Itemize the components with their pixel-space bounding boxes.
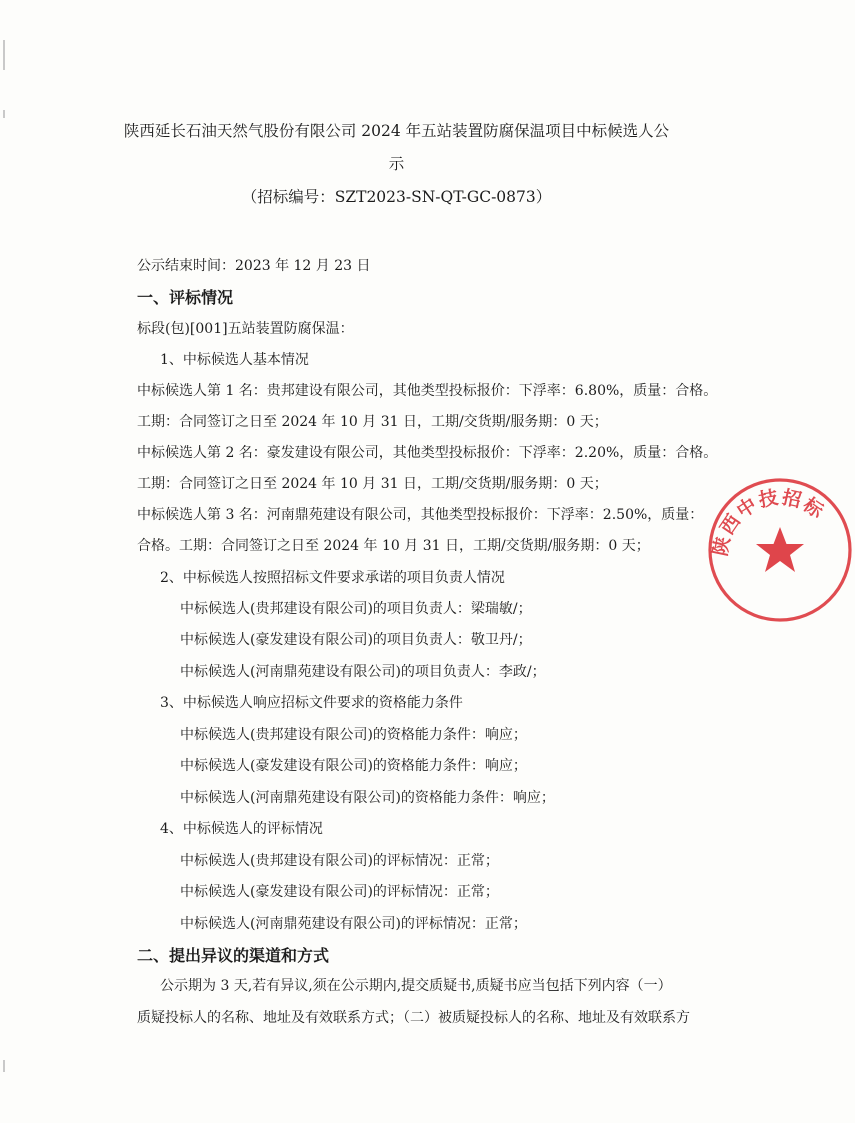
candidate-1-line1: 中标候选人第 1 名：贵邦建设有限公司，其他类型投标报价：下浮率：6.80%，质量：合格。 — [137, 383, 718, 399]
subheading-candidate-info: 1、中标候选人基本情况 — [160, 352, 309, 368]
subheading-qualification: 3、中标候选人响应招标文件要求的资格能力条件 — [160, 695, 463, 711]
scan-edge-mark — [3, 1060, 5, 1072]
section-heading-objection: 二、提出异议的渠道和方式 — [137, 946, 330, 965]
announcement-end-time: 公示结束时间：2023 年 12 月 23 日 — [137, 258, 371, 274]
scan-edge-mark — [3, 40, 5, 70]
section-label: 标段(包)[001]五站装置防腐保温： — [137, 321, 354, 337]
candidate-2-line1: 中标候选人第 2 名：豪发建设有限公司，其他类型投标报价：下浮率：2.20%，质量：合格。 — [137, 445, 718, 461]
official-seal-stamp — [705, 475, 855, 625]
qualification-1: 中标候选人(贵邦建设有限公司)的资格能力条件：响应； — [180, 727, 527, 743]
project-manager-2: 中标候选人(豪发建设有限公司)的项目负责人：敬卫丹/； — [180, 632, 532, 648]
scan-edge-mark — [3, 110, 5, 118]
candidate-2-line2: 工期：合同签订之日至 2024 年 10 月 31 日，工期/交货期/服务期：0 天； — [137, 476, 608, 492]
qualification-3: 中标候选人(河南鼎苑建设有限公司)的资格能力条件：响应； — [180, 790, 555, 806]
subheading-project-manager: 2、中标候选人按照招标文件要求承诺的项目负责人情况 — [160, 570, 505, 586]
evaluation-status-1: 中标候选人(贵邦建设有限公司)的评标情况：正常； — [180, 853, 499, 869]
project-manager-3: 中标候选人(河南鼎苑建设有限公司)的项目负责人：李政/； — [180, 664, 546, 680]
seal-star-icon — [756, 527, 804, 572]
qualification-2: 中标候选人(豪发建设有限公司)的资格能力条件：响应； — [180, 758, 527, 774]
evaluation-status-3: 中标候选人(河南鼎苑建设有限公司)的评标情况：正常； — [180, 916, 527, 932]
document-title-line2: 示 — [388, 155, 405, 173]
section-heading-evaluation: 一、评标情况 — [137, 288, 234, 307]
seal-text: 陕西中技招标 — [709, 486, 829, 558]
evaluation-status-2: 中标候选人(豪发建设有限公司)的评标情况：正常； — [180, 884, 499, 900]
project-manager-1: 中标候选人(贵邦建设有限公司)的项目负责人：梁瑞敏/； — [180, 601, 532, 617]
objection-paragraph-line1: 公示期为 3 天,若有异议,须在公示期内,提交质疑书,质疑书应当包括下列内容（一） — [160, 978, 672, 994]
candidate-1-line2: 工期：合同签订之日至 2024 年 10 月 31 日，工期/交货期/服务期：0 天； — [137, 414, 608, 430]
objection-paragraph-line2: 质疑投标人的名称、地址及有效联系方式；（二）被质疑投标人的名称、地址及有效联系方 — [137, 1010, 690, 1026]
candidate-3-line2: 合格。工期：合同签订之日至 2024 年 10 月 31 日，工期/交货期/服务期：0 天； — [137, 538, 650, 554]
subheading-evaluation-status: 4、中标候选人的评标情况 — [160, 821, 323, 837]
document-subtitle: （招标编号：SZT2023-SN-QT-GC-0873） — [241, 188, 552, 206]
document-title-line1: 陕西延长石油天然气股份有限公司 2024 年五站装置防腐保温项目中标候选人公 — [123, 122, 670, 140]
candidate-3-line1: 中标候选人第 3 名：河南鼎苑建设有限公司，其他类型投标报价：下浮率：2.50%，质量： — [137, 507, 704, 523]
